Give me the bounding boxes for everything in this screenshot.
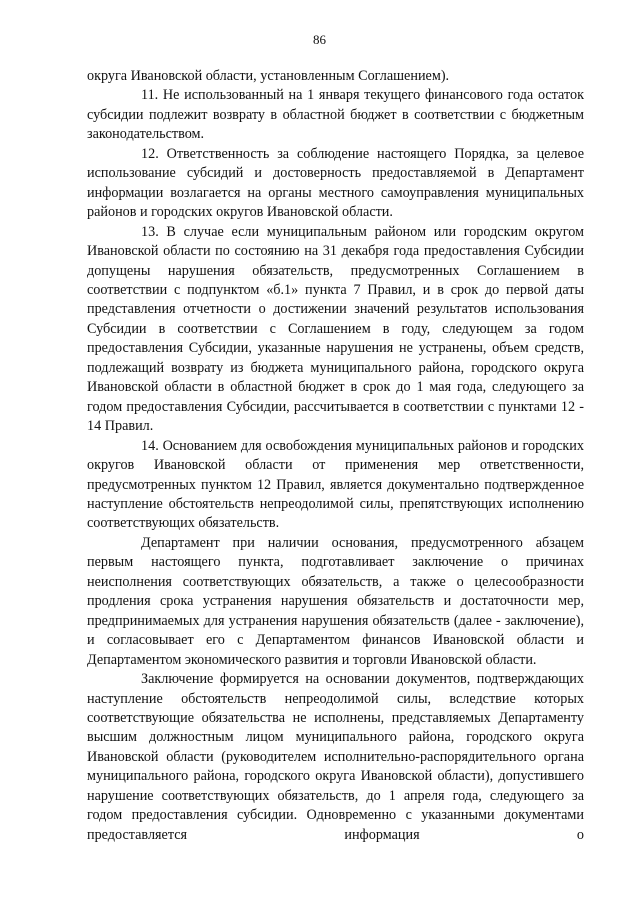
paragraph-continuation: округа Ивановской области, установленным Соглашением).	[87, 68, 450, 84]
page-number: 86	[313, 32, 326, 47]
paragraph-conclusion-formation: Заключение формируется на основании документов, подтверждающих наступление обстоятельств непреодолимой силы, вследствие которых соответствующие обязательства не исполнены, представляемых Департаменту высшим должностным лицом муниципального района, городского округа Ивановской области (руководителем исполнительно-распорядительного органа муниципального района, городского округа Ивановской области), допустившего нарушение соответствующих обязательств, до 1 апреля года, следующего за годом предоставления субсидии. Одновременно с указанными документами предоставляется информация о	[87, 671, 584, 843]
paragraph-item-13: 13. В случае если муниципальным районом или городским округом Ивановской области по состоянию на 31 декабря года предоставления Субсидии допущены нарушения обязательств, предусмотренных Соглашением в соответствии с подпунктом «б.1» пункта 7 Правил, и в срок до первой даты представления отчетности о достижении значений результатов использования Субсидии в соответствии с Соглашением в году, следующем за годом предоставления Субсидии, указанные нарушения не устранены, объем средств, подлежащий возврату из бюджета муниципального района, городского округа Ивановской области в областной бюджет в срок до 1 мая года, следующего за годом предоставления Субсидии, рассчитывается в соответствии с пунктами 12 - 14 Правил.	[87, 223, 584, 435]
paragraph-item-12: 12. Ответственность за соблюдение настоящего Порядка, за целевое использование субсидий и достоверность предоставляемой в Департамент информации возлагается на органы местного самоуправления муниципальных районов и городских округов Ивановской области.	[87, 145, 584, 221]
paragraph-item-11: 11. Не использованный на 1 января текущего финансового года остаток субсидии подлежит возврату в областной бюджет в соответствии с бюджетным законодательством.	[87, 87, 584, 143]
paragraph-item-14: 14. Основанием для освобождения муниципальных районов и городских округов Ивановской области от применения мер ответственности, предусмотренных пунктом 12 Правил, является документально подтвержденное наступление обстоятельств непреодолимой силы, препятствующих исполнению соответствующих обязательств.	[87, 437, 584, 532]
document-body	[87, 67, 584, 845]
paragraph-department-conclusion: Департамент при наличии основания, предусмотренного абзацем первым настоящего пункта, подготавливает заключение о причинах неисполнения соответствующих обязательств, а также о целесообразности продления срока устранения нарушения обязательств и достаточности мер, предпринимаемых для устранения нарушения обязательств (далее - заключение), и согласовывает его с Департаментом финансов Ивановской области и Департаментом экономического развития и торговли Ивановской области.	[87, 534, 584, 668]
